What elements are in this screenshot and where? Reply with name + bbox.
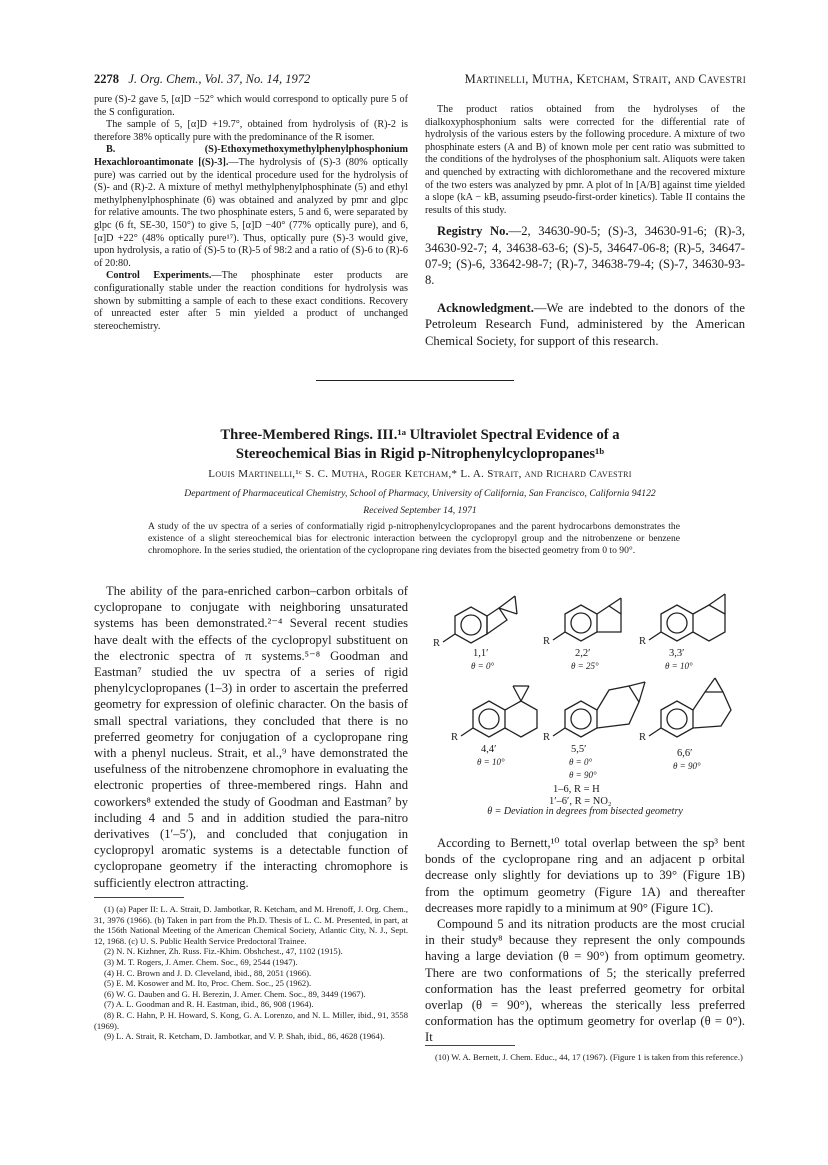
theta-value: θ = 0° xyxy=(471,661,495,671)
paragraph: The ability of the para-enriched carbon–carbon orbitals of cyclopropane to conjugate with neighboring unsaturated systems has been demonstrated.²⁻⁴ Several recent studies have dealt with the effects of the cyclopropyl substituent on the electronic spectra of π systems.⁵⁻⁸ Goodman and Eastman⁷ studied the uv spectra of a series of rigid phenylcyclopropanes (1–3) in order to ascertain the preferred geometry for expression of olefinic character. On the basis of small spectral variations, they concluded that there is no preferred geometry for conjugation of a cyclopropane ring with a phenyl nucleus. Strait, et al.,⁹ have demonstrated the usefulness of the nitrobenzene chromophore in evaluating the electronic properties of three-membered rings. Hahn and coworkers⁸ extended the study of Goodman and Eastman⁷ by including 4 and 5 and in addition studied the para-nitro derivatives (1′–5′), and concluded that conjugation in cyclopropyl aromatic systems is a detectable function of cyclopropane geometry if the interacting chromophore is sufficiently electron attracting. xyxy=(94,584,408,890)
journal-citation: J. Org. Chem., Vol. 37, No. 14, 1972 xyxy=(128,72,311,86)
r-label: R xyxy=(543,732,551,743)
affiliation: Department of Pharmaceutical Chemistry, School of Pharmacy, University of California, San Francisco, California 94122 xyxy=(184,488,656,499)
structures-figure xyxy=(425,586,745,822)
footnote-divider xyxy=(94,897,184,898)
r-label: R xyxy=(433,638,441,649)
theta-value: θ = 90° xyxy=(673,761,701,771)
compound-label: 6,6′ xyxy=(677,748,693,759)
legend-line: 1–6, R = H xyxy=(553,784,600,795)
footnote: (4) H. C. Brown and J. D. Cleveland, ibid., 88, 2051 (1966). xyxy=(104,967,312,978)
theta-value: θ = 0° xyxy=(569,757,593,767)
acknowledgment: Acknowledgment.—We are indebted to the donors of the Petroleum Research Fund, administered by the American Chemical Society, for support of this research. xyxy=(425,301,745,348)
theta-value: θ = 10° xyxy=(477,757,505,767)
page-number: 2278 xyxy=(94,72,119,86)
r-label: R xyxy=(543,636,551,647)
footnote: (6) W. G. Dauben and G. H. Berezin, J. Amer. Chem. Soc., 89, 3449 (1967). xyxy=(104,988,366,999)
theta-value: θ = 25° xyxy=(571,661,599,671)
footnote: (2) N. N. Kizhner, Zh. Russ. Fiz.-Khim. Obshchest., 47, 1102 (1915). xyxy=(104,946,343,957)
right-top-column xyxy=(425,104,745,349)
paragraph: Compound 5 and its nitration products are the most crucial in their study⁸ because they represent the only compounds having a large deviation (θ = 90°) from optimum geometry. There are two conformations of 5; the sterically preferred conformation has the least preferred geometry for orbital overlap (θ = 90°), whereas the sterically less preferred conformation has the optimum geometry for overlap (θ = 0°). It xyxy=(425,917,745,1045)
abstract: A study of the uv spectra of a series of conformatially rigid p-nitrophenylcyclopropanes and the parent hydrocarbons demonstrates the existence of a slight stereochemical bias for electronic interaction between the cyclopropyl group and the nitrobenzene or benzene chromophore. In the series studied, the orientation of the cyclopropane ring deviates from the bisected geometry from 0 to 90°. xyxy=(148,521,680,556)
paragraph: The product ratios obtained from the hydrolyses of the dialkoxyphosphonium salts were corrected for the differential rate of hydrolysis of the various esters by the following procedure. A mixture of two phosphinate esters (A and B) of known mole per cent ratio was submitted to the conditions of the hydrolyses of the phosphonium salt. Aliquots were taken and quenched by extracting with dichloromethane and the recovered mixture of the two esters was analyzed by pmr. A plot of ln [A/B] against time yielded a slope (kA − kB, assuming pseudo-first-order kinetics). Table II contains the results of this study. xyxy=(425,104,745,216)
footnote: (8) R. C. Hahn, P. H. Howard, S. Kong, G. A. Lorenzo, and N. L. Miller, ibid., 91, 3558 (1969). xyxy=(94,1009,408,1031)
right-footnotes xyxy=(425,1052,745,1063)
paragraph: B. (S)-Ethoxymethoxymethylphenylphosphonium Hexachloroantimonate [(S)-3].—The hydrolysis of (S)-3 (80% optically pure) was carried out by the identical procedure used for the hydrolysis of (S)- and (R)-2. A mixture of methyl methylphenylphosphinate (5) and ethyl methylphenylphosphinate (6) was obtained and analyzed by pmr and glpc for relative amounts. The two phosphinate esters, 5 and 6, were separated by glpc (6 ft, SE-30, 150°) to give 5, [α]D −40° (77% optically pure), and 6, [α]D +22° (48% optically pure¹⁷). Thus, optically pure (S)-3 would give, upon hydrolysis, a ratio of (S)-5 to (R)-5 of 98:2 and a ratio of (S)-6 to (R)-6 of 20:80. xyxy=(94,144,408,269)
r-label: R xyxy=(451,732,459,743)
right-body-column xyxy=(425,835,745,1046)
left-body-column xyxy=(94,583,408,891)
legend-line: 1′–6′, R = NO₂ xyxy=(549,796,612,807)
footnote: (7) A. L. Goodman and R. H. Eastman, ibid., 86, 908 (1964). xyxy=(104,999,314,1010)
paragraph: pure (S)-2 gave 5, [α]D −52° which would correspond to optically pure 5 of the S configuration. xyxy=(94,94,408,118)
footnote: (1) (a) Paper II: L. A. Strait, D. Jambotkar, R. Ketcham, and M. Hrenoff, J. Org. Chem., 31, 3976 (1966). (b) Taken in part from the Ph.D. Thesis of L. C. M. Presented, in part, at the 156th National Meeting of the American Chemical Society, Atlantic City, N. J., Sept. 12, 1968. (c) U. S. Public Health Service Predoctoral Trainee. xyxy=(94,904,408,946)
left-top-column xyxy=(94,94,408,333)
compound-label: 5,5′ xyxy=(571,744,587,755)
paragraph: Control Experiments.—The phosphinate ester products are configurationally stable under the reaction conditions for hydrolysis was shown by submitting a sample of each to these exact conditions. Recovery of unreacted ester after 5 min yielded a product of unchanged stereochemistry. xyxy=(94,270,408,332)
article-authors: Louis Martinelli,¹ᶜ S. C. Mutha, Roger Ketcham,* L. A. Strait, and Richard Cavestri xyxy=(208,468,632,480)
section-heading: Control Experiments. xyxy=(106,270,212,282)
compound-label: 1,1′ xyxy=(473,648,489,659)
compound-label: 2,2′ xyxy=(575,648,591,659)
running-header xyxy=(94,72,746,88)
running-authors: Martinelli, Mutha, Ketcham, Strait, and Cavestri xyxy=(464,72,746,86)
section-divider xyxy=(316,380,514,381)
footnote: (3) M. T. Rogers, J. Amer. Chem. Soc., 69, 2544 (1947). xyxy=(104,956,298,967)
r-label: R xyxy=(639,732,647,743)
compound-label: 4,4′ xyxy=(481,744,497,755)
left-footnotes xyxy=(94,904,408,1042)
article-title: Three-Membered Rings. III.¹ᵃ Ultraviolet Spectral Evidence of a Stereochemical Bias in Rigid p-Nitrophenylcyclopropanes¹ᵇ xyxy=(220,427,620,462)
footnote: (9) L. A. Strait, R. Ketcham, D. Jambotkar, and V. P. Shah, ibid., 86, 4628 (1964). xyxy=(104,1031,385,1042)
theta-value: θ = 10° xyxy=(665,661,693,671)
paragraph: The sample of 5, [α]D +19.7°, obtained from hydrolysis of (R)-2 is therefore 38% optically pure with the predominance of the R isomer. xyxy=(94,119,408,143)
footnote: (5) E. M. Kosower and M. Ito, Proc. Chem. Soc., 25 (1962). xyxy=(104,978,312,989)
compound-label: 3,3′ xyxy=(669,648,685,659)
r-label: R xyxy=(639,636,647,647)
theta-value: θ = 90° xyxy=(569,770,597,780)
registry-numbers: Registry No.—2, 34630-90-5; (S)-3, 34630-91-6; (R)-3, 34630-92-7; 4, 34638-63-6; (S)-5, 34647-06-8; (R)-5, 34647-07-9; (S)-6, 33642-98-7; (R)-7, 34638-79-4; (S)-7, 34630-93-8. xyxy=(425,224,745,287)
footnote: (10) W. A. Bernett, J. Chem. Educ., 44, 17 (1967). (Figure 1 is taken from this reference.) xyxy=(435,1052,743,1062)
figure-caption: θ = Deviation in degrees from bisected geometry xyxy=(487,806,683,817)
paragraph: According to Bernett,¹⁰ total overlap between the sp³ bent bonds of the cyclopropane ring and an adjacent p orbital decrease only slightly for deviations up to 39° (Figure 1B) from the optimum geometry (Figure 1A) and thereafter decreases more rapidly to a minimum at 90° (Figure 1C). xyxy=(425,836,745,915)
footnote-divider xyxy=(425,1045,515,1046)
section-heading: B. (S)-Ethoxymethoxymethylphenylphosphonium Hexachloroantimonate [(S)-3]. xyxy=(94,144,408,168)
received-date: Received September 14, 1971 xyxy=(363,505,477,516)
